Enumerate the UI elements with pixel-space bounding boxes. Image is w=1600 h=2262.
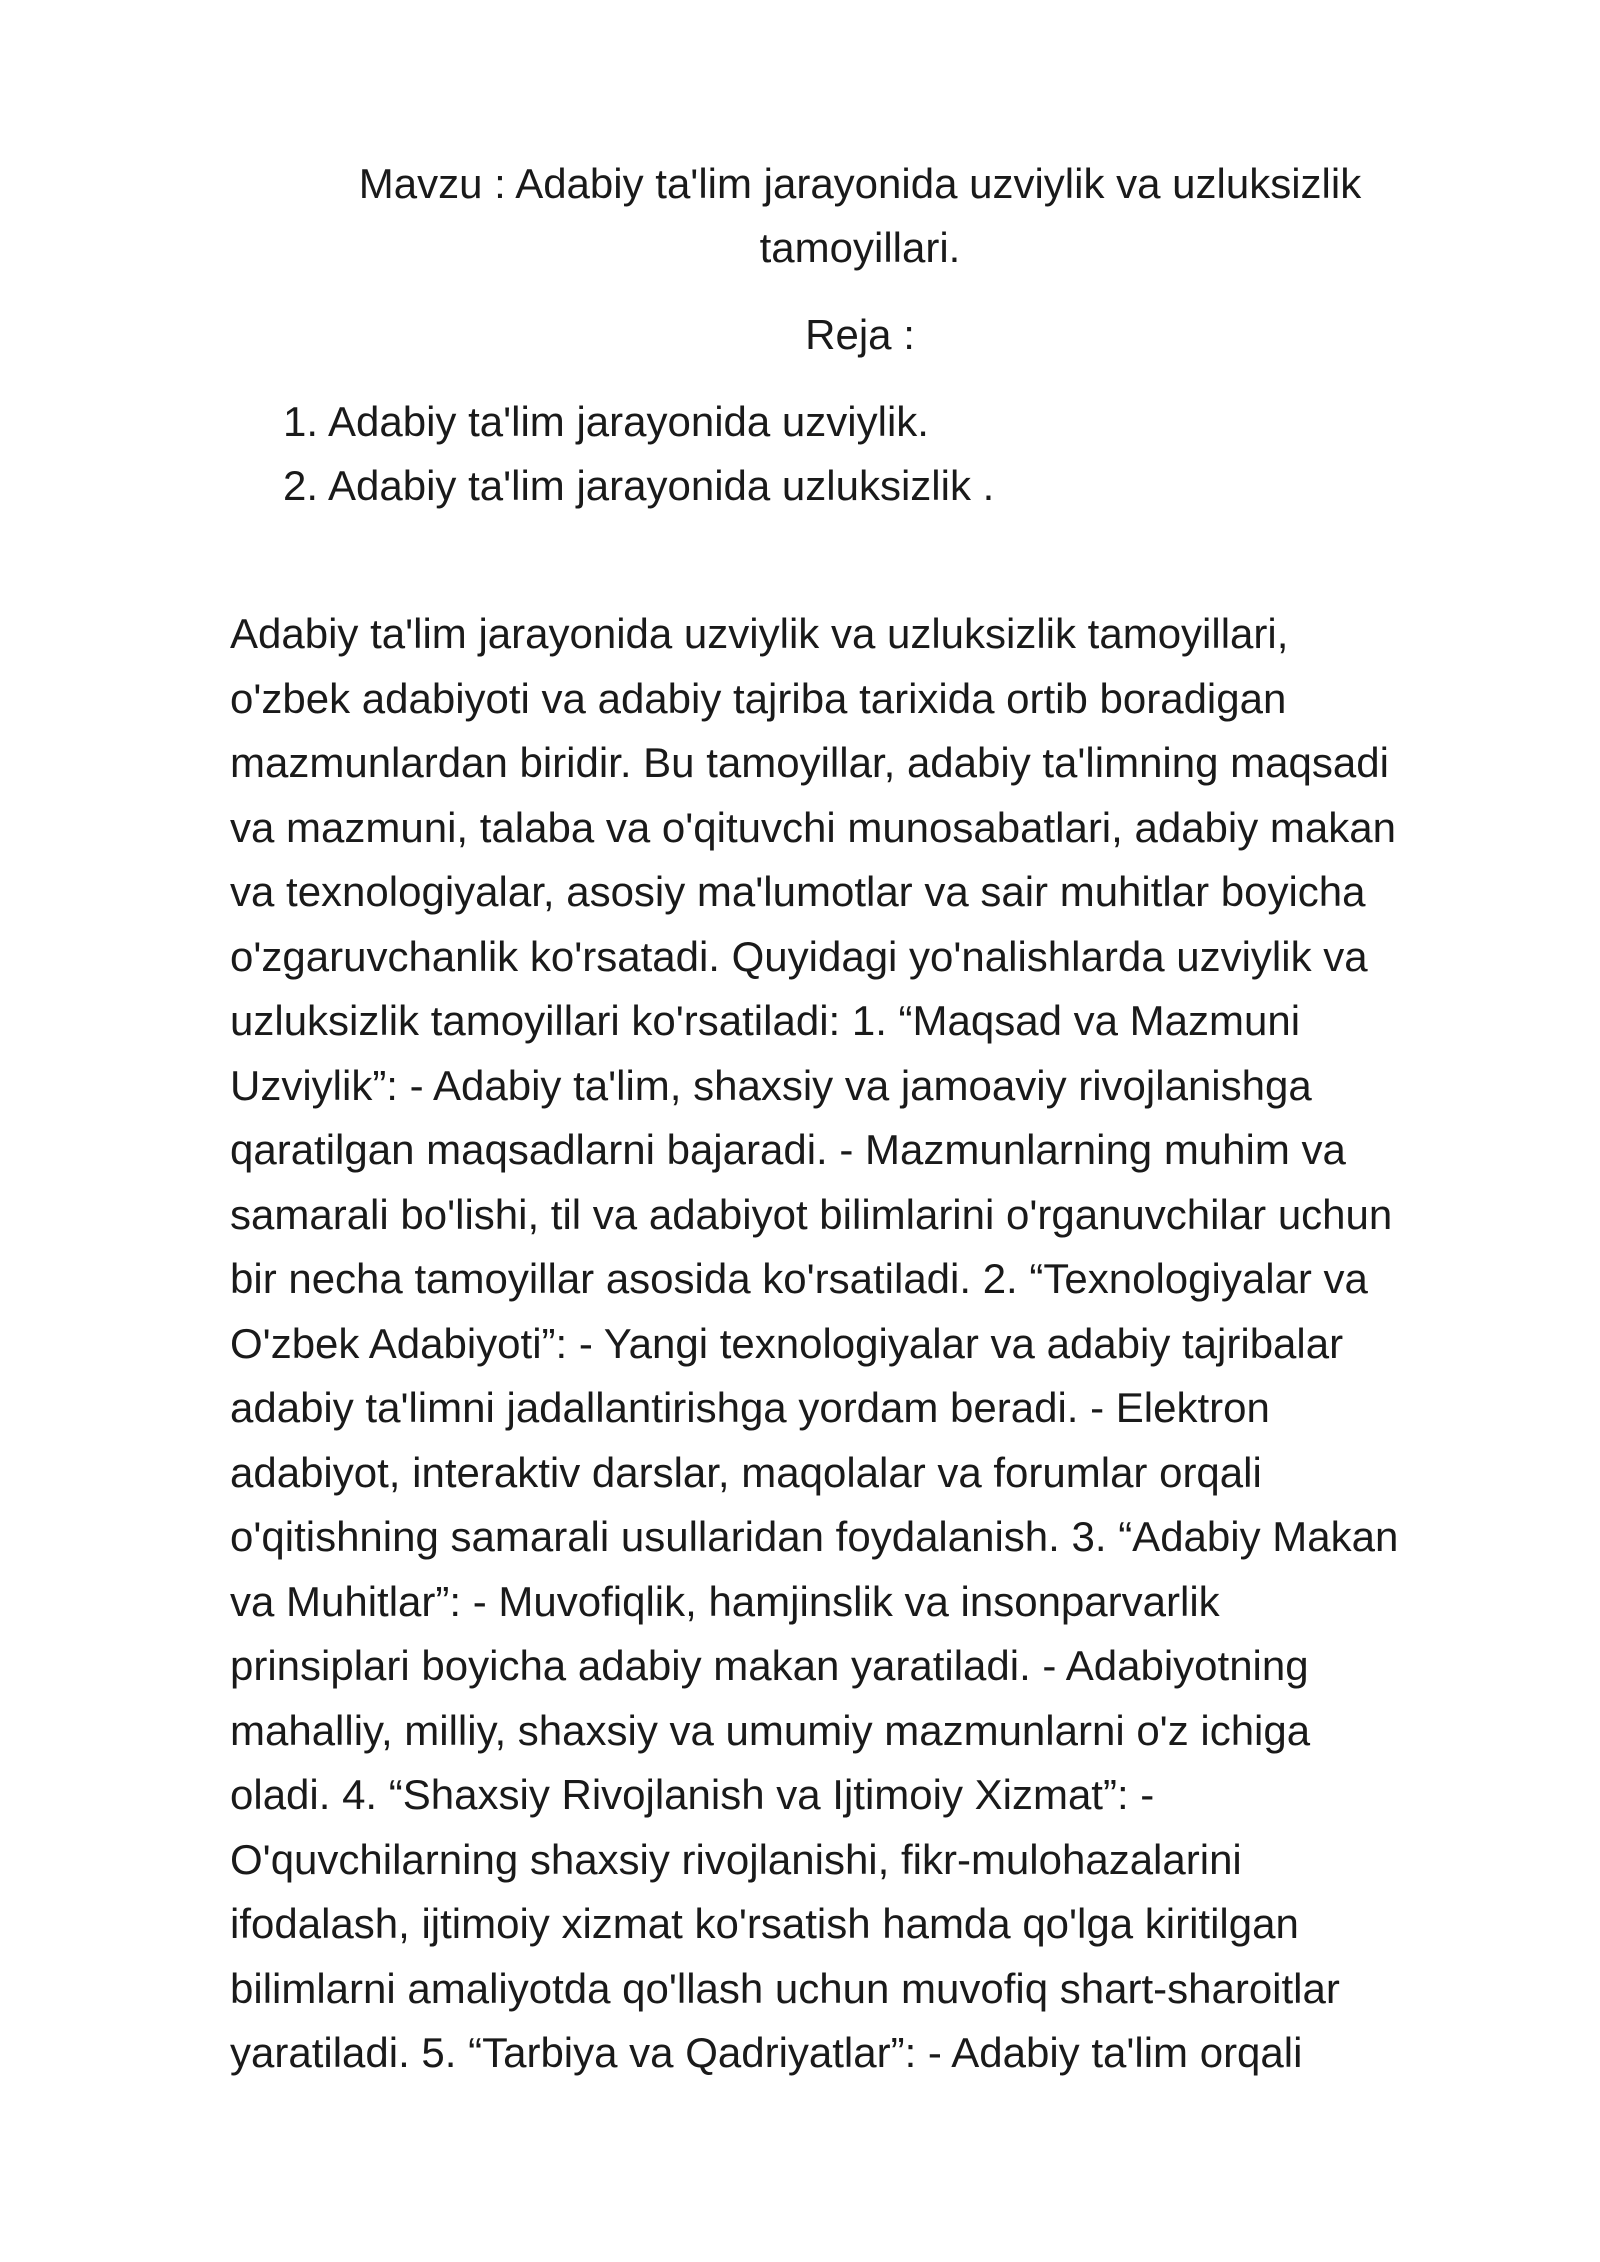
body-line: bilimlarni amaliyotda qo'llash uchun muvofiq shart-sharoitlar <box>230 1964 1340 2012</box>
body-line: va mazmuni, talaba va o'qituvchi munosabatlari, adabiy makan <box>230 803 1396 851</box>
body-line: uzluksizlik tamoyillari ko'rsatiladi: 1. “Maqsad va Mazmuni <box>230 997 1301 1044</box>
body-line: o'zgaruvchanlik ko'rsatadi. Quyidagi yo'nalishlarda uzviylik va <box>230 932 1368 980</box>
body-line: mazmunlardan biridir. Bu tamoyillar, adabiy ta'limning maqsadi <box>230 739 1389 786</box>
plan-heading: Reja : <box>805 311 915 358</box>
body-line: O'zbek Adabiyoti”: - Yangi texnologiyalar va adabiy tajribalar <box>230 1319 1344 1367</box>
body-line: o'qitishning samarali usullaridan foydalanish. 3. “Adabiy Makan <box>230 1513 1399 1560</box>
plan-item-number: 1. <box>282 398 318 445</box>
plan-item <box>230 454 1380 518</box>
body-line: samarali bo'lishi, til va adabiyot bilimlarini o'rganuvchilar uchun <box>230 1190 1393 1238</box>
plan-item-text: Adabiy ta'lim jarayonida uzluksizlik . <box>328 462 995 509</box>
body-line: adabiy ta'limni jadallantirishga yordam beradi. - Elektron <box>230 1384 1270 1431</box>
body-line: va texnologiyalar, asosiy ma'lumotlar va sair muhitlar boyicha <box>230 868 1366 915</box>
body-line: Uzviylik”: - Adabiy ta'lim, shaxsiy va jamoaviy rivojlanishga <box>230 1061 1312 1109</box>
plan-item-number: 2. <box>282 462 318 509</box>
body-line: mahalliy, milliy, shaxsiy va umumiy mazmunlarni o'z ichiga <box>230 1706 1311 1754</box>
body-line: bir necha tamoyillar asosida ko'rsatiladi. 2. “Texnologiyalar va <box>230 1255 1368 1302</box>
document-title: Mavzu : Adabiy ta'lim jarayonida uzviylik va uzluksizlik tamoyillari. <box>358 160 1362 271</box>
body-line: prinsiplari boyicha adabiy makan yaratiladi. - Adabiyotning <box>230 1642 1309 1689</box>
body-line: Adabiy ta'lim jarayonida uzviylik va uzluksizlik tamoyillari, <box>230 610 1289 657</box>
body-line: va Muhitlar”: - Muvofiqlik, hamjinslik va insonparvarlik <box>230 1577 1220 1625</box>
body-paragraph <box>230 602 1520 2086</box>
body-line: qaratilgan maqsadlarni bajaradi. - Mazmunlarning muhim va <box>230 1126 1346 1173</box>
plan-list <box>230 390 1380 518</box>
body-line: yaratiladi. 5. “Tarbiya va Qadriyatlar”: - Adabiy ta'lim orqali <box>230 2029 1303 2076</box>
body-line: o'zbek adabiyoti va adabiy tajriba tarixida ortib boradigan <box>230 674 1287 722</box>
plan-item <box>230 390 1380 454</box>
body-line: oladi. 4. “Shaxsiy Rivojlanish va Ijtimoiy Xizmat”: - <box>230 1771 1155 1818</box>
plan-item-text: Adabiy ta'lim jarayonida uzviylik. <box>328 398 929 445</box>
body-line: adabiyot, interaktiv darslar, maqolalar va forumlar orqali <box>230 1448 1262 1496</box>
body-line: ifodalash, ijtimoiy xizmat ko'rsatish hamda qo'lga kiritilgan <box>230 1900 1299 1947</box>
body-line: O'quvchilarning shaxsiy rivojlanishi, fikr-mulohazalarini <box>230 1835 1242 1883</box>
